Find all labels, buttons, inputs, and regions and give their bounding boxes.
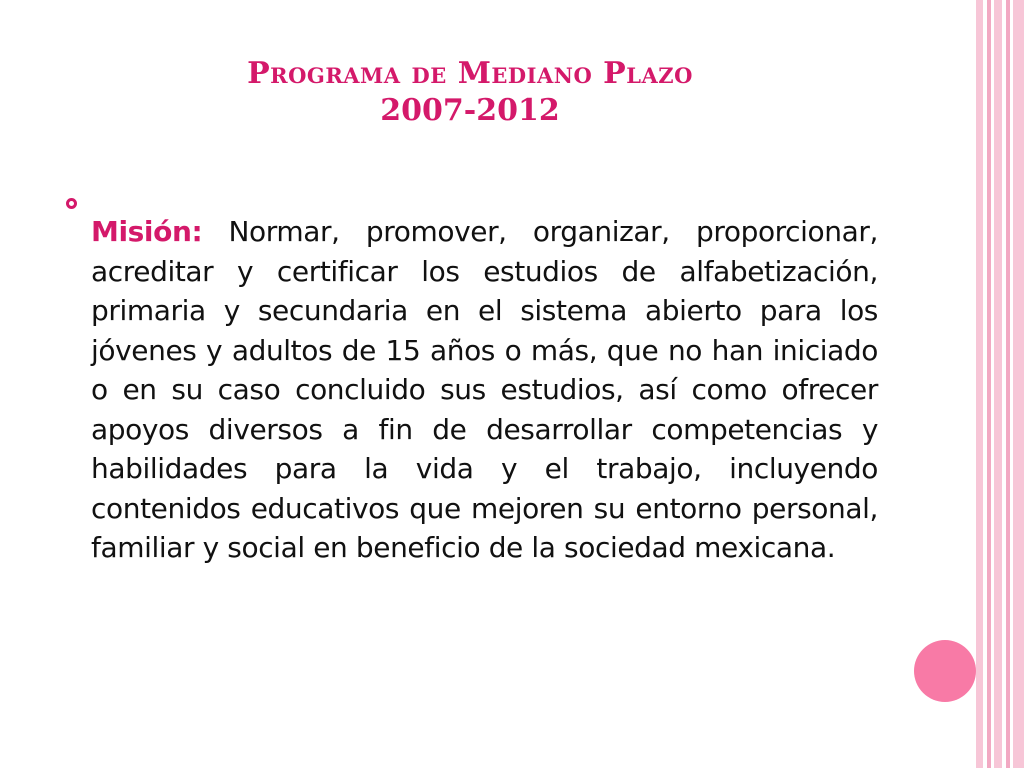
mission-text: Normar, promover, organizar, proporcionar, acreditar y certificar los estudios de alfabetización, primaria y secundaria en el sistema abierto para los jóvenes y adultos de 15 años o más, que no han iniciado o en su caso concluido sus estudios, así como ofrecer apoyos diversos a fin de desarrollar competencias y habilidades para la vida y el trabajo, incluyendo contenidos educativos que mejoren su entorno personal, familiar y social en beneficio de la sociedad mexicana. [91, 215, 878, 564]
mission-paragraph [91, 212, 878, 568]
decorative-stripe [1013, 0, 1024, 768]
title-line-1: Programa de Mediano Plazo [247, 56, 693, 91]
slide-title [60, 56, 880, 129]
mission-label: Misión: [91, 215, 203, 248]
decorative-stripe [1006, 0, 1010, 768]
decorative-stripe [987, 0, 991, 768]
title-line-2: 2007-2012 [380, 92, 560, 128]
decorative-stripe [976, 0, 983, 768]
bullet-circle-icon [66, 198, 77, 209]
slide-content [66, 184, 878, 596]
decorative-circle [914, 640, 976, 702]
decorative-stripe [994, 0, 1002, 768]
